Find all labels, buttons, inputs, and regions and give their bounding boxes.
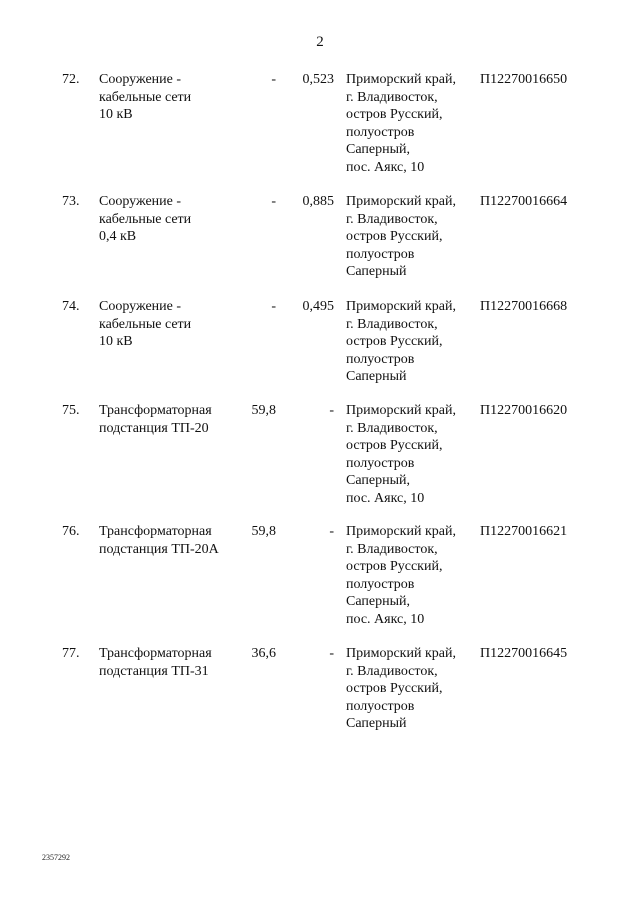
object-address: Приморский край, г. Владивосток, остров Русский, полуостров Саперный bbox=[346, 194, 456, 279]
cadastral-number: П12270016650 bbox=[480, 72, 568, 87]
object-area: 59,8 bbox=[251, 403, 276, 418]
cadastral-number: П12270016621 bbox=[480, 524, 568, 539]
object-name: Трансформаторная подстанция ТП-31 bbox=[99, 646, 212, 679]
cadastral-number: П12270016664 bbox=[480, 194, 568, 209]
object-length: - bbox=[329, 403, 334, 418]
object-name: Трансформаторная подстанция ТП-20А bbox=[99, 524, 219, 557]
object-length: 0,495 bbox=[302, 299, 334, 314]
object-area: - bbox=[271, 72, 276, 87]
object-address: Приморский край, г. Владивосток, остров Русский, полуостров Саперный, пос. Аякс, 10 bbox=[346, 524, 456, 627]
object-name: Сооружение - кабельные сети 10 кВ bbox=[99, 72, 192, 122]
row-number: 75. bbox=[62, 403, 80, 418]
object-area: - bbox=[271, 299, 276, 314]
object-name: Трансформаторная подстанция ТП-20 bbox=[99, 403, 212, 436]
cadastral-number: П12270016620 bbox=[480, 403, 568, 418]
object-area: 59,8 bbox=[251, 524, 276, 539]
object-address: Приморский край, г. Владивосток, остров Русский, полуостров Саперный bbox=[346, 646, 456, 731]
object-name: Сооружение - кабельные сети 10 кВ bbox=[99, 299, 192, 349]
object-address: Приморский край, г. Владивосток, остров Русский, полуостров Саперный bbox=[346, 299, 456, 384]
cadastral-number: П12270016668 bbox=[480, 299, 568, 314]
object-length: 0,523 bbox=[302, 72, 334, 87]
cadastral-number: П12270016645 bbox=[480, 646, 568, 661]
row-number: 77. bbox=[62, 646, 80, 661]
row-number: 73. bbox=[62, 194, 80, 209]
object-length: - bbox=[329, 646, 334, 661]
object-name: Сооружение - кабельные сети 0,4 кВ bbox=[99, 194, 192, 244]
object-address: Приморский край, г. Владивосток, остров Русский, полуостров Саперный, пос. Аякс, 10 bbox=[346, 72, 456, 175]
object-area: 36,6 bbox=[251, 646, 276, 661]
object-area: - bbox=[271, 194, 276, 209]
row-number: 72. bbox=[62, 72, 80, 87]
object-address: Приморский край, г. Владивосток, остров Русский, полуостров Саперный, пос. Аякс, 10 bbox=[346, 403, 456, 506]
object-length: - bbox=[329, 524, 334, 539]
object-length: 0,885 bbox=[302, 194, 334, 209]
row-number: 74. bbox=[62, 299, 80, 314]
page-number: 2 bbox=[316, 34, 324, 50]
row-number: 76. bbox=[62, 524, 80, 539]
document-code: 2357292 bbox=[42, 853, 70, 862]
